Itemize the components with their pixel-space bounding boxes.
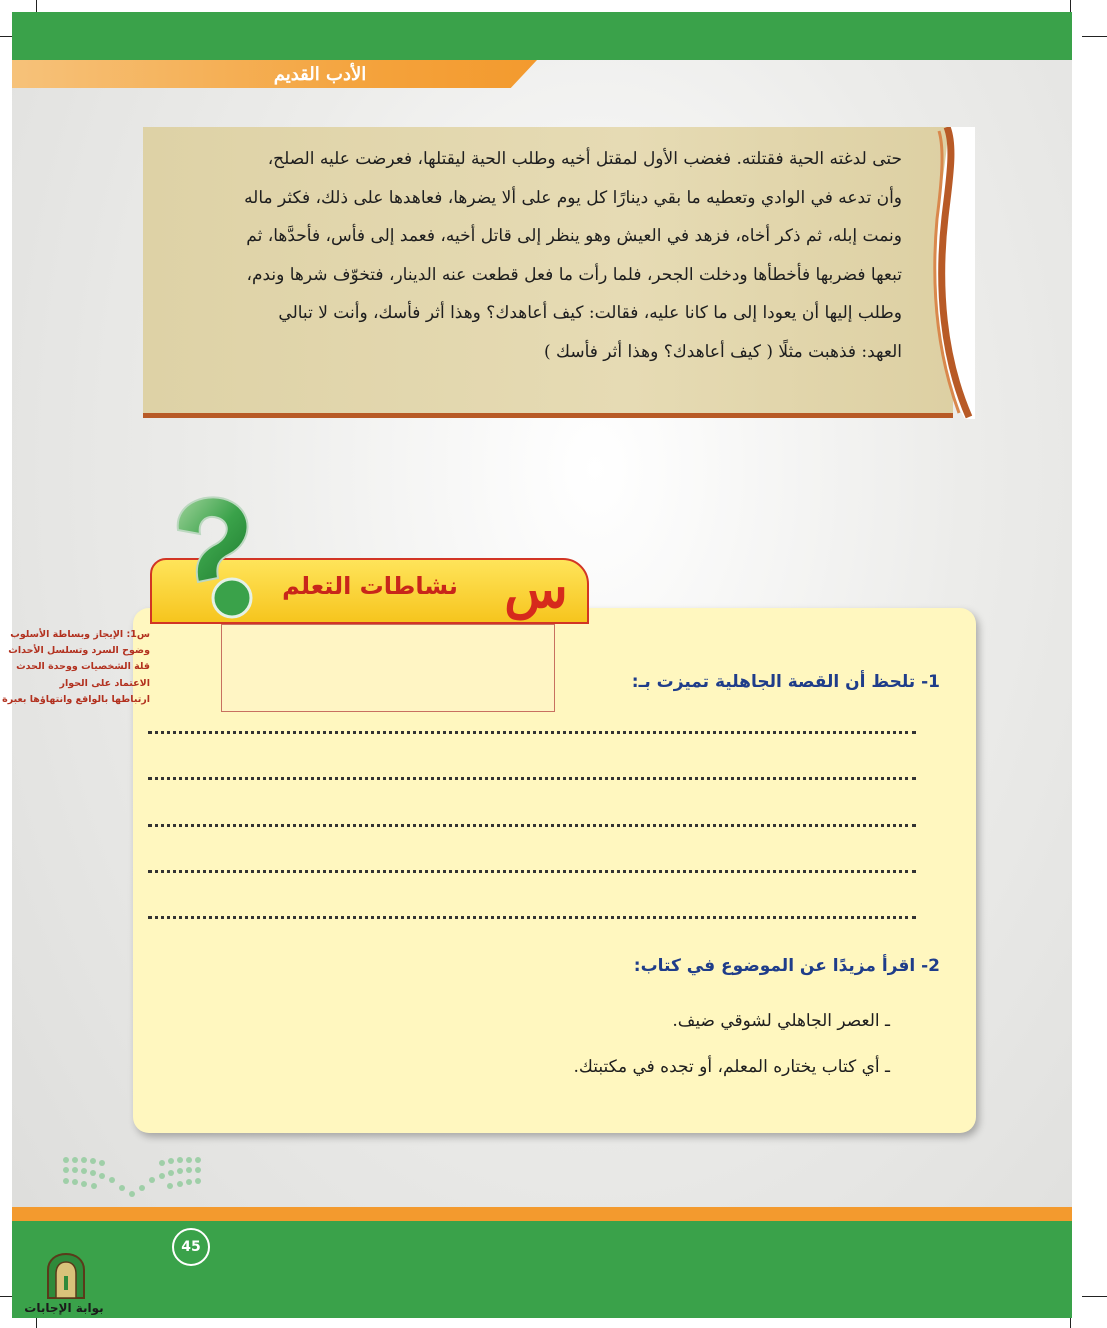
answer-line[interactable]	[148, 870, 916, 875]
story-line: ونمت إبله، ثم ذكر أخاه، فزهد في العيش وهو ينظر إلى قاتل أخيه، فعمد إلى فأس، فأحدَّها، ثم	[246, 226, 902, 246]
answer-note-line: قلة الشخصيات ووحدة الحدث	[16, 661, 150, 672]
story-line: حتى لدغته الحية فقتلته. فغضب الأول لمقتل أخيه وطلب الحية ليقتلها، فعرضت عليه الصلح،	[267, 149, 902, 169]
question-1: 1- تلحظ أن القصة الجاهلية تميزت بـ:	[631, 672, 940, 692]
answer-line[interactable]	[148, 777, 916, 782]
page-number: 45	[172, 1228, 210, 1266]
scroll-curl-decoration	[925, 127, 975, 419]
crop-mark	[1082, 1296, 1107, 1297]
answer-line[interactable]	[148, 824, 916, 829]
footer-green-bar	[12, 1221, 1072, 1318]
answer-note-line: الاعتماد على الحوار	[59, 678, 150, 689]
question-2: 2- اقرأ مزيدًا عن الموضوع في كتاب:	[633, 956, 940, 976]
story-line: وأن تدعه في الوادي وتعطيه ما بقي دينارًا كل يوم على ألا يضرها، فعاهدها على ذلك، فكثر ماله	[244, 187, 902, 208]
banner-title: نشاطات التعلم	[282, 572, 458, 600]
answer-note-line: ارتباطها بالواقع وانتهاؤها بعبرة	[2, 694, 150, 705]
book-item: ـ أي كتاب يختاره المعلم، أو تجده في مكتبتك.	[573, 1057, 890, 1077]
answer-note-line: وضوح السرد وتسلسل الأحداث	[8, 645, 150, 656]
story-line: وطلب إليها أن يعودا إلى ما كانا عليه، فقالت: كيف أعاهدك؟ وهذا أثر فأسك، وأنت لا تبالي	[278, 303, 902, 323]
crop-mark	[1082, 36, 1107, 37]
answer-line[interactable]	[148, 916, 916, 921]
story-line: العهد: فذهبت مثلًا ( كيف أعاهدك؟ وهذا أثر فأسك )	[543, 341, 902, 362]
answer-note-line: س1: الإيجاز وبساطة الأسلوب	[10, 629, 150, 640]
question-mark-icon	[160, 492, 260, 620]
answer-note-box	[2, 624, 555, 712]
header-green-bar	[12, 12, 1072, 60]
gate-logo-icon	[44, 1252, 88, 1300]
story-line: تبعها فضربها فأخطأها ودخلت الجحر، فلما رأت ما فعل قطعت عنه الدينار، فتخوّف شرها وندم،	[246, 264, 902, 285]
footer-orange-bar	[12, 1207, 1072, 1221]
brand-label: بوابة الإجابات	[24, 1301, 104, 1315]
section-title: الأدب القديم	[273, 64, 367, 85]
book-item: ـ العصر الجاهلي لشوقي ضيف.	[672, 1011, 890, 1031]
banner-letter: س	[504, 559, 568, 620]
answer-line[interactable]	[148, 731, 916, 736]
story-text	[180, 140, 902, 371]
ministry-logo-icon	[62, 1154, 202, 1200]
